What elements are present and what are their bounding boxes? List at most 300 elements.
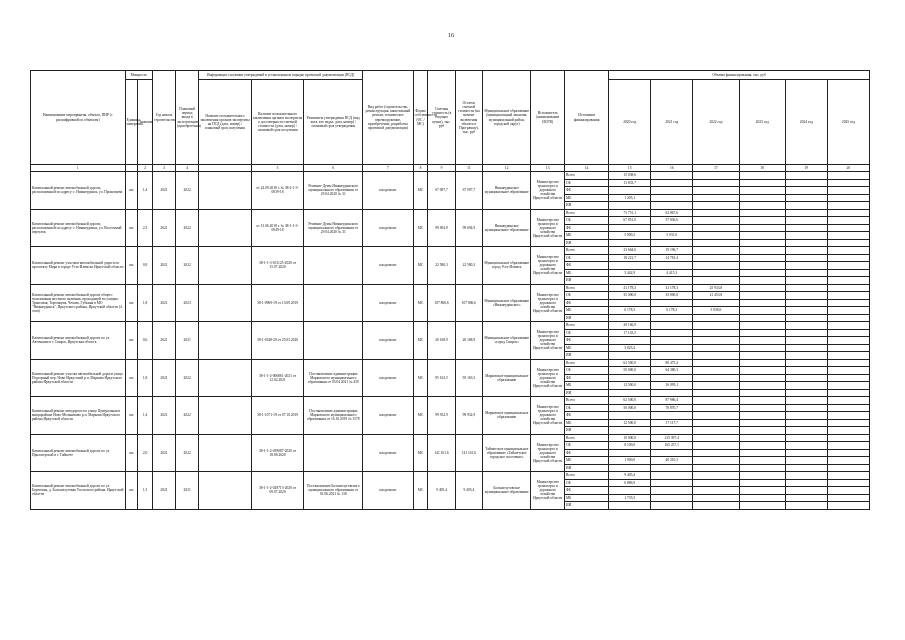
approval-details	[304, 284, 363, 322]
expertise2-date: 38-1-1-2-006861-2021 от 12.02.2021	[251, 359, 304, 397]
column-number: 11	[455, 165, 482, 172]
ownership-form: МС	[413, 284, 428, 322]
funding-y2022	[651, 314, 693, 322]
expertise-date	[199, 359, 252, 397]
funding-y2021	[609, 262, 651, 270]
column-number: 2	[138, 165, 153, 172]
start-year: 2021	[152, 172, 175, 210]
unit: км	[125, 209, 138, 247]
funding-y2021	[609, 239, 651, 247]
funding-y2022	[651, 374, 693, 382]
funding-empty	[739, 344, 785, 352]
funding-empty	[785, 194, 827, 202]
unit: км	[125, 397, 138, 435]
unit: км	[125, 434, 138, 472]
expertise2-date: 38-1-0348-20 от 25.03.2020	[251, 322, 304, 360]
funding-y2021	[609, 502, 651, 510]
funding-source: ФБ	[565, 299, 609, 307]
remaining-cost: 9 405,4	[455, 472, 482, 510]
funding-empty	[827, 284, 869, 292]
capacity-value: 2,0	[138, 434, 153, 472]
funding-source: Всего	[565, 284, 609, 292]
ownership-form: МС	[413, 359, 428, 397]
funding-empty	[785, 329, 827, 337]
funding-y2023	[693, 232, 739, 240]
funding-y2022: 57 836,6	[651, 217, 693, 225]
funding-empty	[739, 247, 785, 255]
executor: Министерство транспорта и дорожного хозяйства Иркутской области	[531, 472, 565, 510]
table-row	[31, 434, 870, 442]
funding-empty	[827, 209, 869, 217]
funding-empty	[785, 314, 827, 322]
funding-y2021: 3 025,4	[609, 344, 651, 352]
funding-empty	[739, 187, 785, 195]
funding-empty	[739, 172, 785, 180]
funding-empty	[785, 397, 827, 405]
customer: Муниципальное образование «город Свирск»	[483, 322, 531, 360]
funding-empty	[739, 217, 785, 225]
funding-y2023	[693, 472, 739, 480]
estimated-cost: 141 161,6	[428, 434, 455, 472]
customer: Марковское муниципальное образование	[483, 359, 531, 397]
col-value-header: Значение	[138, 80, 153, 165]
approval-details: Постановление Большелуговского муниципального образования от 01.06.2021 № 138	[304, 472, 363, 510]
funding-empty	[785, 254, 827, 262]
funding-source: ОБ	[565, 442, 609, 450]
column-number	[125, 165, 138, 172]
funding-empty	[785, 457, 827, 465]
program-table	[30, 70, 870, 510]
funding-empty	[785, 464, 827, 472]
column-number	[199, 165, 252, 172]
funding-empty	[785, 374, 827, 382]
plan-year: 2022	[176, 172, 199, 210]
funding-empty	[739, 239, 785, 247]
unit: км	[125, 472, 138, 510]
funding-empty	[785, 172, 827, 180]
funding-empty	[827, 202, 869, 210]
funding-y2021	[609, 202, 651, 210]
unit: км	[125, 359, 138, 397]
funding-y2022: 40 210,3	[651, 457, 693, 465]
customer: Тайшетское муниципальное образование «Тайшетское городское поселение»	[483, 434, 531, 472]
funding-y2023	[693, 179, 739, 187]
funding-empty	[785, 284, 827, 292]
approval-details: Решение Думы Нижнеудинского муниципального образования от 29.04.2020 № 31	[304, 172, 363, 210]
work-type: кап.ремонт	[363, 434, 413, 472]
funding-y2021: 1 900,0	[609, 457, 651, 465]
expertise-date	[199, 397, 252, 435]
object-name: Капитальный ремонт автомобильной дороги, расположенной по адресу: г. Нижнеудинск, ул. Прокопьева	[31, 172, 126, 210]
funding-y2023	[693, 209, 739, 217]
funding-source: МБ	[565, 344, 609, 352]
capacity-value: 1,8	[138, 284, 153, 322]
funding-source: ИИ	[565, 202, 609, 210]
funding-y2021: 62 500,0	[609, 359, 651, 367]
table-row	[31, 359, 870, 367]
funding-empty	[785, 224, 827, 232]
funding-empty	[785, 359, 827, 367]
expertise2-date: от 13.06.2018 г. № 38-1-1-3-0049-18	[251, 209, 304, 247]
funding-y2023	[693, 404, 739, 412]
funding-empty	[785, 442, 827, 450]
funding-empty	[785, 434, 827, 442]
funding-empty	[827, 434, 869, 442]
funding-y2022: 215 397,4	[651, 434, 693, 442]
funding-empty	[827, 487, 869, 495]
funding-empty	[827, 329, 869, 337]
funding-empty	[827, 232, 869, 240]
funding-y2023	[693, 314, 739, 322]
funding-y2022	[651, 224, 693, 232]
funding-y2021	[609, 314, 651, 322]
customer: Муниципальное образование «Нижнеудинское»	[483, 284, 531, 322]
expertise-date	[199, 209, 252, 247]
funding-y2021: 12 500,0	[609, 419, 651, 427]
object-name: Капитальный ремонт участка автомобильной дороги улица Подгорный пер. Ново-Иркутский р.п. Маркова Иркутского района Иркутской области	[31, 359, 126, 397]
capacity-value: 0,9	[138, 247, 153, 285]
funding-y2022	[651, 179, 693, 187]
col-worktype-header: Вид работ (строительство, реконструкция, капитальный ремонт, техническое перевооружение, приобретение, разработка проектной документации)	[363, 71, 413, 165]
capacity-value: 1,5	[138, 472, 153, 510]
funding-source: Всего	[565, 322, 609, 330]
table-row	[31, 397, 870, 405]
funding-source: ИИ	[565, 314, 609, 322]
expertise-date	[199, 322, 252, 360]
funding-y2021	[609, 427, 651, 435]
funding-empty	[785, 187, 827, 195]
funding-empty	[785, 389, 827, 397]
executor: Министерство транспорта и дорожного хозяйства Иркутской области	[531, 397, 565, 435]
capacity-value: 1,8	[138, 359, 153, 397]
object-name: Капитальный ремонт автодороги по улице Центральная в микрорайоне Ново-Мельниково р.п. Маркова Иркутского района Иркутской области	[31, 397, 126, 435]
funding-y2022	[651, 262, 693, 270]
funding-empty	[785, 269, 827, 277]
funding-y2023	[693, 194, 739, 202]
funding-empty	[739, 457, 785, 465]
col-plan-header: Плановый период ввода в эксплуатацию (приобретения)	[176, 71, 199, 165]
col-customer-header: Муниципальное образование (муниципальный заказчик, муниципальный район, городской округ)	[483, 71, 531, 165]
object-name: Капитальный ремонт автомобильной дороги по ул. Береговая, д. Большелуговая Усольского района, Иркутской области	[31, 472, 126, 510]
funding-y2023	[693, 397, 739, 405]
funding-source: Всего	[565, 172, 609, 180]
funding-empty	[739, 442, 785, 450]
funding-empty	[827, 307, 869, 315]
work-type: кап.ремонт	[363, 284, 413, 322]
funding-y2023	[693, 239, 739, 247]
funding-y2021	[609, 277, 651, 285]
executor: Министерство транспорта и дорожного хозяйства Иркутской области	[531, 359, 565, 397]
start-year: 2021	[152, 472, 175, 510]
plan-year: 2021	[176, 472, 199, 510]
column-number: 19	[785, 165, 827, 172]
estimated-cost: 95 163,5	[428, 359, 455, 397]
funding-empty	[827, 187, 869, 195]
funding-empty	[827, 502, 869, 510]
table-row	[31, 472, 870, 480]
funding-empty	[785, 367, 827, 375]
funding-empty	[827, 427, 869, 435]
funding-empty	[827, 254, 869, 262]
executor: Министерство транспорта и дорожного хозяйства Иркутской области	[531, 434, 565, 472]
funding-empty	[827, 352, 869, 360]
funding-empty	[739, 397, 785, 405]
remaining-cost: 107 806,6	[455, 284, 482, 322]
funding-source: ИИ	[565, 389, 609, 397]
funding-empty	[739, 254, 785, 262]
estimated-cost: 9 405,4	[428, 472, 455, 510]
funding-empty	[827, 374, 869, 382]
funding-y2023	[693, 374, 739, 382]
funding-empty	[739, 209, 785, 217]
expertise-date	[199, 172, 252, 210]
funding-empty	[785, 292, 827, 300]
funding-y2023	[693, 344, 739, 352]
funding-y2022	[651, 464, 693, 472]
funding-empty	[739, 389, 785, 397]
funding-empty	[785, 239, 827, 247]
funding-y2023	[693, 187, 739, 195]
funding-y2023	[693, 382, 739, 390]
funding-empty	[785, 209, 827, 217]
funding-empty	[827, 247, 869, 255]
funding-y2021: 1 205,1	[609, 194, 651, 202]
funding-empty	[785, 479, 827, 487]
funding-y2023	[693, 367, 739, 375]
funding-empty	[739, 224, 785, 232]
funding-empty	[785, 307, 827, 315]
customer: Нижнеудинское муниципальное образование	[483, 209, 531, 247]
funding-source: ОБ	[565, 179, 609, 187]
funding-empty	[739, 419, 785, 427]
funding-source: ОБ	[565, 367, 609, 375]
funding-y2021: 18 221,7	[609, 254, 651, 262]
funding-y2023	[693, 412, 739, 420]
funding-empty	[827, 382, 869, 390]
funding-y2023: 25 933,8	[693, 284, 739, 292]
funding-empty	[739, 269, 785, 277]
funding-empty	[827, 224, 869, 232]
funding-y2023	[693, 449, 739, 457]
expertise-date	[199, 247, 252, 285]
customer: Муниципальное образование город Усть-Илимск	[483, 247, 531, 285]
funding-empty	[827, 457, 869, 465]
funding-empty	[827, 412, 869, 420]
col-unit-header: Единица измерения	[125, 80, 138, 165]
funding-source: Всего	[565, 397, 609, 405]
funding-source: ИИ	[565, 352, 609, 360]
funding-y2021: 10 000,0	[609, 434, 651, 442]
column-number: 6	[304, 165, 363, 172]
column-number: 9	[428, 165, 455, 172]
funding-empty	[827, 322, 869, 330]
funding-source: МБ	[565, 194, 609, 202]
funding-empty	[827, 314, 869, 322]
funding-y2021: 8 100,0	[609, 442, 651, 450]
object-name: Капитальный ремонт автомобильной дороги по ул. Прилатерской в г. Тайшете	[31, 434, 126, 472]
funding-empty	[827, 494, 869, 502]
funding-y2021	[609, 224, 651, 232]
funding-empty	[739, 374, 785, 382]
funding-source: Всего	[565, 434, 609, 442]
capacity-value: 0,6	[138, 322, 153, 360]
funding-empty	[785, 322, 827, 330]
col-executor-header: Исполнитель (наименование ИОГВ)	[531, 71, 565, 165]
funding-y2022	[651, 322, 693, 330]
funding-y2023	[693, 254, 739, 262]
funding-y2022: 35 000,0	[651, 292, 693, 300]
funding-y2023: 21 453,8	[693, 292, 739, 300]
ownership-form: МС	[413, 322, 428, 360]
funding-y2022: 70 870,7	[651, 404, 693, 412]
column-number: 5	[251, 165, 304, 172]
funding-y2023	[693, 329, 739, 337]
start-year: 2021	[152, 397, 175, 435]
funding-y2023	[693, 247, 739, 255]
funding-empty	[739, 194, 785, 202]
remaining-cost: 99 694,9	[455, 209, 482, 247]
estimated-cost: 20 168,9	[428, 322, 455, 360]
remaining-cost: 99 932,9	[455, 397, 482, 435]
funding-empty	[739, 277, 785, 285]
funding-empty	[827, 344, 869, 352]
column-number: 18	[739, 165, 785, 172]
funding-empty	[827, 419, 869, 427]
funding-y2022: 62 867,6	[651, 209, 693, 217]
funding-y2022	[651, 427, 693, 435]
funding-y2022	[651, 194, 693, 202]
funding-y2022: 19 196,7	[651, 247, 693, 255]
start-year: 2021	[152, 209, 175, 247]
funding-y2023	[693, 434, 739, 442]
funding-y2021: 6 886,9	[609, 479, 651, 487]
funding-y2021: 9 405,4	[609, 472, 651, 480]
work-type: кап.ремонт	[363, 397, 413, 435]
funding-y2022	[651, 329, 693, 337]
col-name-header: Наименование мероприятия, объекта, ПИР (с расшифровкой по объектам)	[31, 71, 126, 165]
funding-y2023	[693, 464, 739, 472]
funding-source: МБ	[565, 269, 609, 277]
funding-empty	[827, 389, 869, 397]
funding-source: ФБ	[565, 412, 609, 420]
start-year: 2021	[152, 247, 175, 285]
funding-y2021	[609, 487, 651, 495]
funding-y2023	[693, 427, 739, 435]
funding-empty	[785, 344, 827, 352]
funding-source: МБ	[565, 232, 609, 240]
funding-source: ИИ	[565, 277, 609, 285]
funding-empty	[739, 284, 785, 292]
remaining-cost: 141 161,6	[455, 434, 482, 472]
column-number: 7	[363, 165, 413, 172]
funding-y2022	[651, 299, 693, 307]
expertise2-date: 38-1-1071-19 от 07.10.2019	[251, 397, 304, 435]
unit: км	[125, 322, 138, 360]
funding-empty	[739, 382, 785, 390]
funding-y2022	[651, 479, 693, 487]
funding-empty	[827, 404, 869, 412]
funding-y2023	[693, 494, 739, 502]
funding-y2023	[693, 389, 739, 397]
executor: Министерство транспорта и дорожного хозяйства Иркутской области	[531, 247, 565, 285]
capacity-value: 1,4	[138, 172, 153, 210]
funding-y2021: 13 833,7	[609, 179, 651, 187]
column-number: 13	[531, 165, 565, 172]
table-row	[31, 247, 870, 255]
ownership-form: МС	[413, 397, 428, 435]
estimated-cost: 107 806,6	[428, 284, 455, 322]
work-type: кап.ремонт	[363, 472, 413, 510]
funding-empty	[739, 299, 785, 307]
customer: Нижнеудинское муниципальное образование	[483, 172, 531, 210]
approval-details: Постановление администрации Марковского муниципального образования от 05.04.2021 № 450	[304, 359, 363, 397]
column-number: 8	[413, 165, 428, 172]
funding-empty	[827, 397, 869, 405]
funding-y2022	[651, 277, 693, 285]
funding-empty	[739, 464, 785, 472]
funding-empty	[827, 179, 869, 187]
funding-source: ОБ	[565, 329, 609, 337]
funding-y2021: 62 500,0	[609, 397, 651, 405]
funding-empty	[827, 472, 869, 480]
info-group-header: Информация о наличии утверждений в установленном порядке проектной документации (ПСД)	[199, 71, 363, 80]
funding-y2021: 35 000,0	[609, 292, 651, 300]
funding-y2022	[651, 187, 693, 195]
funding-empty	[827, 359, 869, 367]
funding-y2023	[693, 277, 739, 285]
funding-source: ОБ	[565, 479, 609, 487]
funding-empty	[827, 217, 869, 225]
funding-y2023	[693, 172, 739, 180]
funding-y2021	[609, 352, 651, 360]
capacity-value: 1,4	[138, 397, 153, 435]
table-row	[31, 322, 870, 330]
column-number: 4	[176, 165, 199, 172]
plan-year: 2023	[176, 284, 199, 322]
funding-source: ФБ	[565, 187, 609, 195]
funding-y2023	[693, 502, 739, 510]
funding-empty	[739, 179, 785, 187]
table-row	[31, 284, 870, 292]
funding-y2023: 3 938,6	[693, 307, 739, 315]
table-row	[31, 209, 870, 217]
funding-y2021: 5 442,9	[609, 269, 651, 277]
funding-source: ИИ	[565, 427, 609, 435]
funding-y2022	[651, 494, 693, 502]
col-form-header: Форма собственности (ОС / МС)	[413, 71, 428, 165]
funding-y2021: 15 038,6	[609, 172, 651, 180]
funding-empty	[785, 427, 827, 435]
funding-y2022	[651, 239, 693, 247]
funding-y2021	[609, 389, 651, 397]
start-year: 2021	[152, 359, 175, 397]
funding-empty	[827, 337, 869, 345]
funding-empty	[739, 322, 785, 330]
plan-year: 2022	[176, 209, 199, 247]
funding-source: ОБ	[565, 217, 609, 225]
column-number: 1	[31, 165, 126, 172]
funding-y2022	[651, 389, 693, 397]
funding-empty	[739, 292, 785, 300]
object-name: Капитальный ремонт автомобильной дороги по ул. Авточкина в г. Свирск, Иркутская область	[31, 322, 126, 360]
funding-y2021: 5 900,2	[609, 232, 651, 240]
funding-y2021: 23 664,6	[609, 247, 651, 255]
expertise-date	[199, 472, 252, 510]
funding-empty	[739, 502, 785, 510]
funding-source: ОБ	[565, 292, 609, 300]
funding-empty	[785, 352, 827, 360]
col-source-header: Источники финансирования	[565, 71, 609, 165]
